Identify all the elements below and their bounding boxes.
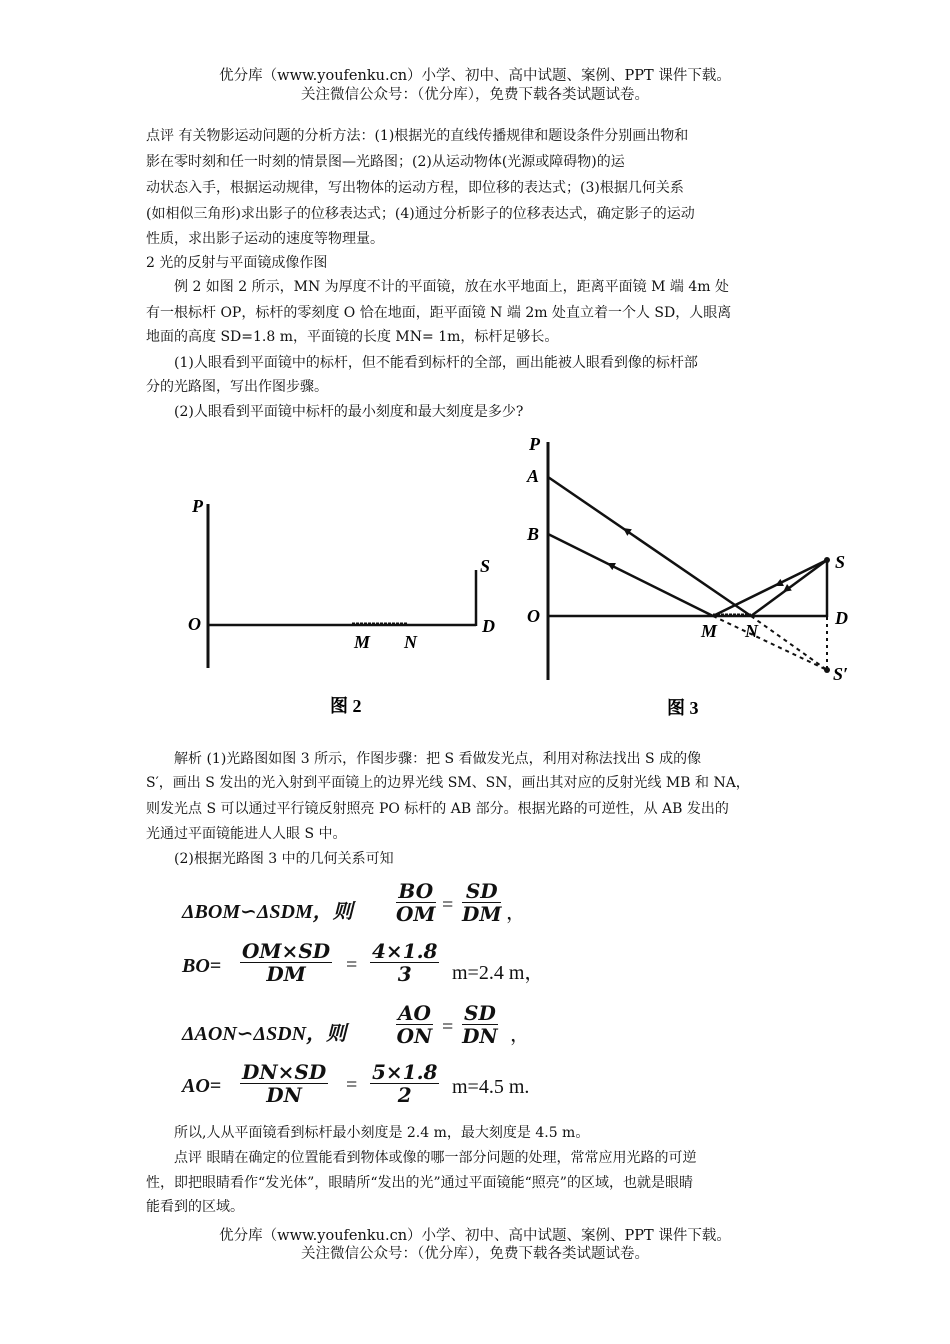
fig3-label-b: B [527,524,540,544]
example-line-3: 地面的高度 SD=1.8 m，平面镜的长度 MN= 1m，标杆足够长。 [146,329,559,345]
analysis-line-1: 解析 (1)光路图如图 3 所示，作图步骤：把 S 看做发光点，利用对称法找出 S 成的像 [174,751,702,767]
footer-line-2: 关注微信公众号：（优分库），免费下载各类试题试卷。 [301,1246,649,1262]
comment1-line-2: 影在零时刻和任一时刻的情景图—光路图；(2)从运动物体(光源或障碍物)的运 [146,154,625,170]
eq4-left: AO= [182,1075,222,1097]
fig2-label-m: M [354,632,371,652]
eq1-num-2: SD [462,880,501,903]
header-line-2: 关注微信公众号：（优分库），免费下载各类试题试卷。 [301,87,649,103]
eq3-frac-1 [396,1002,433,1047]
comment2-line-3: 能看到的区域。 [146,1199,244,1215]
eq4-den-2: 2 [397,1083,412,1107]
fig2-label-d: D [482,616,495,636]
eq2-den-1: DM [266,962,306,986]
fig3-caption: 图 3 [667,698,699,718]
eq2-frac-2 [370,940,439,985]
fig2-caption: 图 2 [330,696,362,716]
fig2-label-s: S [480,556,491,576]
analysis-line-3: 则发光点 S 可以通过平行镜反射照亮 PO 标杆的 AB 部分。根据光路的可逆性，从 AB 发出的 [146,801,729,817]
fig3-ray-mb [548,534,713,616]
fig3-dashed-n-sprime [751,616,827,670]
eq2-num-1: OM×SD [242,939,331,963]
eq4-num-1: DN×SD [242,1060,327,1084]
analysis-q2-intro: (2)根据光路图 3 中的几何关系可知 [174,851,394,867]
eq2-left: BO= [182,955,222,977]
fig3-ray-na [548,477,751,616]
fig2-label-n: N [404,632,417,652]
fig3-label-sprime: S′ [833,664,849,684]
eq3-left: ΔAON∽ΔSDN，则 [182,1023,347,1045]
fig3-dashed-m-sprime [713,616,827,670]
figure-3 [515,430,860,730]
eq3-equals: = [442,1016,454,1038]
example-line-1: 例 2 如图 2 所示，MN 为厚度不计的平面镜，放在水平地面上，距离平面镜 M 端 4m 处 [174,279,729,295]
eq1-end: ， [506,902,526,924]
fig3-point-sprime [824,667,830,673]
figure-2 [180,490,510,730]
eq4-end: m=4.5 m. [452,1076,530,1098]
analysis-line-2: S′，画出 S 发出的光入射到平面镜上的边界光线 SM、SN，画出其对应的反射光线 MB 和 NA， [146,775,750,791]
eq3-num-1: AO [398,1001,431,1025]
section-title: 2 光的反射与平面镜成像作图 [146,255,328,271]
eq4-num-2: 5×1.8 [372,1060,438,1084]
fig3-label-m: M [701,621,718,641]
eq1-equals: = [442,894,454,916]
eq3-den-1: ON [396,1024,433,1048]
fig3-label-p: P [529,434,540,454]
fig2-label-p: P [192,496,203,516]
eq3-end: ， [510,1024,530,1046]
footer-line-1: 优分库（www.youfenku.cn）小学、初中、高中试题、案例、PPT 课件下载。 [219,1228,731,1244]
eq1-frac-1 [396,880,436,925]
eq2-den-2: 3 [397,962,412,986]
eq4-den-1: DN [266,1083,302,1107]
fig3-label-s: S [835,552,846,572]
fig3-ray-sm [713,560,827,616]
eq4-frac-2 [370,1061,439,1106]
comment2-line-2: 性，即把眼睛看作“发光体”，眼睛所“发出的光”通过平面镜能“照亮”的区域，也就是眼睛 [146,1175,693,1191]
eq3-frac-2 [462,1002,498,1047]
analysis-line-4: 光通过平面镜能进人人眼 S 中。 [146,826,347,842]
header-line-1: 优分库（www.youfenku.cn）小学、初中、高中试题、案例、PPT 课件下载。 [219,68,731,84]
comment2-line-1: 点评 眼睛在确定的位置能看到物体或像的哪一部分问题的处理，常常应用光路的可逆 [174,1150,697,1166]
fig2-label-o: O [188,614,201,634]
fig3-arrow-mb [605,559,616,570]
eq1-den-1: OM [396,902,436,926]
fig3-label-a: A [527,466,540,486]
question-2: (2)人眼看到平面镜中标杆的最小刻度和最大刻度是多少? [174,404,524,420]
eq1-den-2: DM [462,902,502,926]
comment1-line-4: (如相似三角形)求出影子的位移表达式；(4)通过分析影子的位移表达式，确定影子的运动 [146,206,695,222]
eq1-left: ΔBOM∽ΔSDM，则 [182,901,353,923]
fig3-label-d: D [835,608,848,628]
eq4-equals: = [346,1074,358,1096]
eq4-frac-1 [240,1061,328,1106]
example-line-2: 有一根标杆 OP，标杆的零刻度 O 恰在地面，距平面镜 N 端 2m 处直立着一个人 SD，人眼离 [146,305,732,321]
fig3-label-n: N [745,621,758,641]
comment1-line-3: 动状态入手，根据运动规律，写出物体的运动方程，即位移的表达式；(3)根据几何关系 [146,180,684,196]
eq2-num-2: 4×1.8 [372,939,438,963]
fig3-label-o: O [527,606,540,626]
question-1-line-1: (1)人眼看到平面镜中的标杆，但不能看到标杆的全部，画出能被人眼看到像的标杆部 [174,355,698,371]
comment1-line-5: 性质，求出影子运动的速度等物理量。 [146,231,384,247]
eq1-num-1: BO [396,880,436,903]
eq2-frac-1 [240,940,332,985]
eq3-num-2: SD [464,1001,496,1025]
comment1-line-1: 点评 有关物影运动问题的分析方法：(1)根据光的直线传播规律和题设条件分别画出物和 [146,128,689,144]
question-1-line-2: 分的光路图，写出作图步骤。 [146,379,328,395]
fig3-point-s [824,557,830,563]
eq1-frac-2 [462,880,501,925]
eq2-equals: = [346,954,358,976]
eq3-den-2: DN [462,1024,498,1048]
conclusion: 所以,人从平面镜看到标杆最小刻度是 2.4 m，最大刻度是 4.5 m。 [174,1125,590,1141]
eq2-end: m=2.4 m， [452,962,545,984]
